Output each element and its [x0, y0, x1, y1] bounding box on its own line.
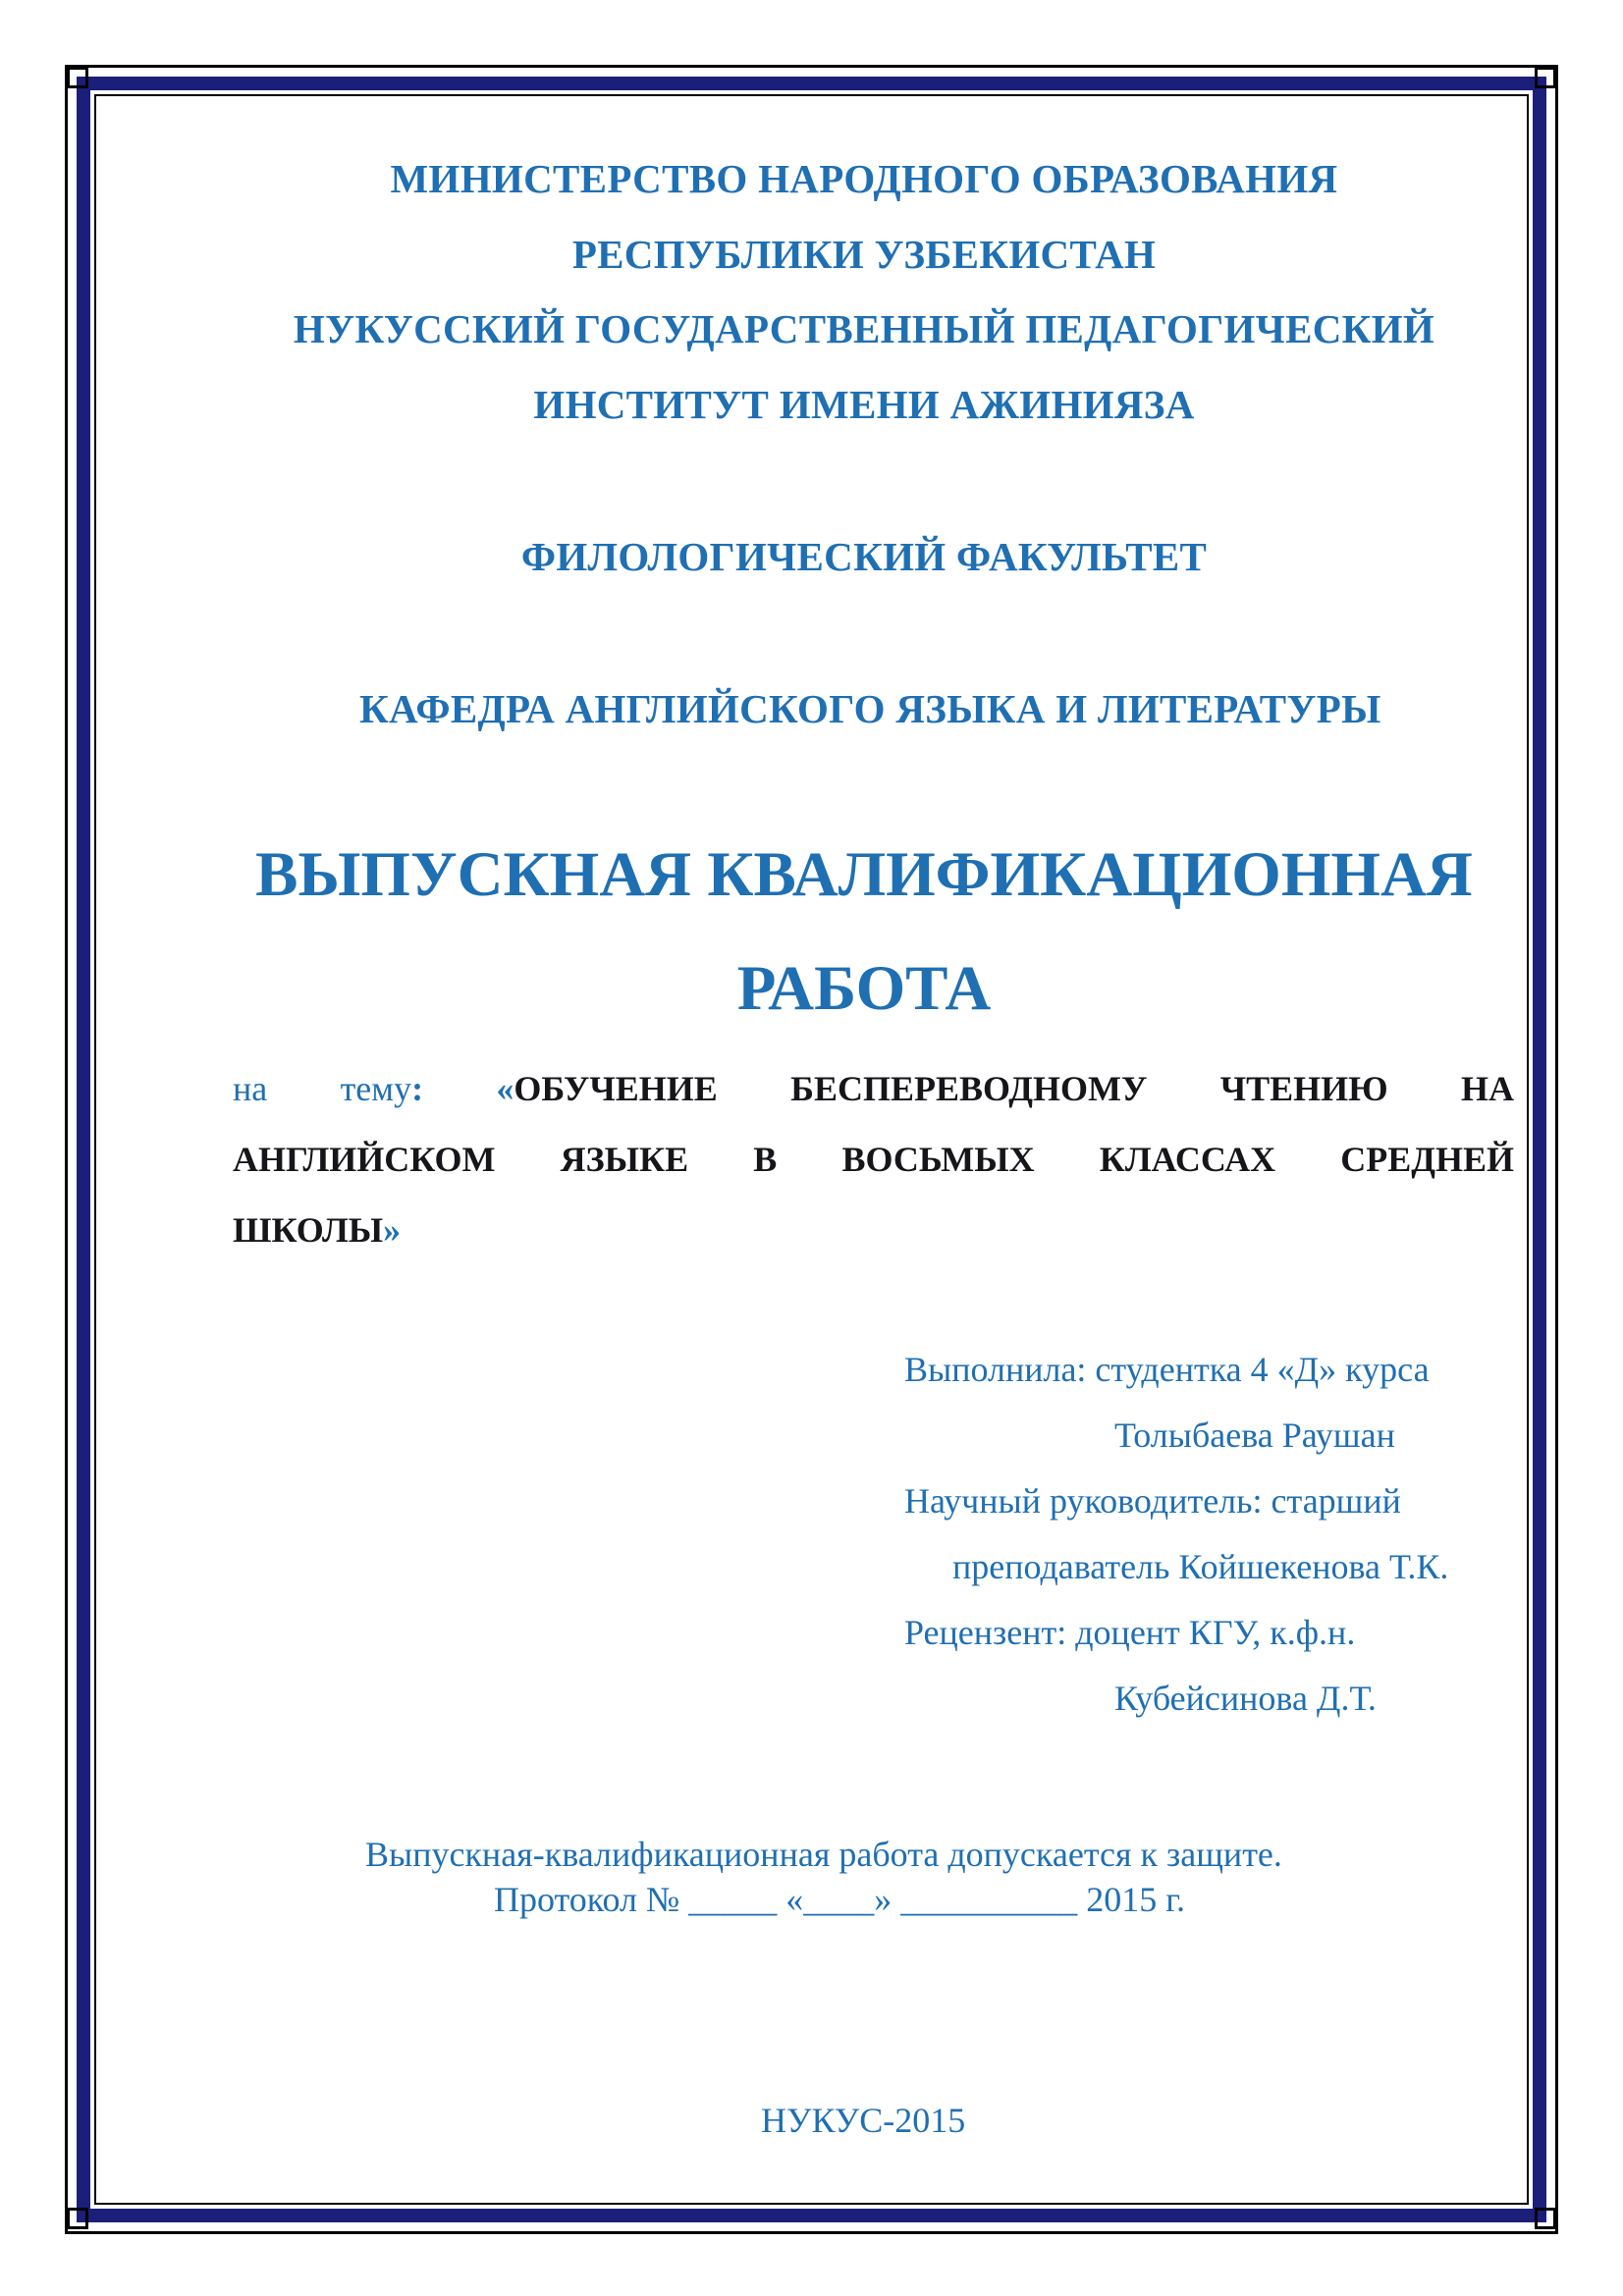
admission-statement: Выпускная-квалификационная работа допускается к защите. [365, 1835, 1282, 1874]
reviewer-line: Рецензент: доцент КГУ, к.ф.н. [904, 1613, 1356, 1652]
border-corner-ornament [1535, 67, 1556, 88]
border-corner-ornament [67, 2208, 88, 2229]
institute-name-line: ИНСТИТУТ ИМЕНИ АЖИНИЯЗА [533, 382, 1195, 427]
ministry-line: МИНИСТЕРСТВО НАРОДНОГО ОБРАЗОВАНИЯ [390, 156, 1338, 201]
topic-word: БЕСПЕРЕВОДНОМУ [790, 1069, 1148, 1108]
topic-word: КЛАССАХ [1099, 1140, 1276, 1179]
topic-word: «ОБУЧЕНИЕ [496, 1069, 718, 1108]
faculty-heading: ФИЛОЛОГИЧЕСКИЙ ФАКУЛЬТЕТ [520, 534, 1208, 579]
topic-word: ЧТЕНИЮ [1219, 1069, 1388, 1108]
border-corner-ornament [67, 67, 88, 88]
topic-prefix: на [233, 1069, 268, 1108]
topic-word: ЯЗЫКЕ [560, 1140, 689, 1179]
border-corner-ornament [1535, 2208, 1556, 2229]
topic-word: ВОСЬМЫХ [841, 1140, 1035, 1179]
reviewer-name: Кубейсинова Д.Т. [1114, 1679, 1377, 1718]
document-title-line2: РАБОТА [736, 953, 992, 1024]
topic-word: СРЕДНЕЙ [1340, 1140, 1515, 1179]
topic-close-quote: » [383, 1210, 402, 1250]
city-year: НУКУС-2015 [761, 2101, 966, 2140]
topic-word: НА [1461, 1069, 1514, 1108]
institute-line: НУКУССКИЙ ГОСУДАРСТВЕННЫЙ ПЕДАГОГИЧЕСКИЙ [293, 306, 1435, 351]
republic-line: РЕСПУБЛИКИ УЗБЕКИСТАН [571, 232, 1157, 277]
topic-prefix: тему: [340, 1069, 424, 1108]
topic-line-3 [233, 1209, 1514, 1251]
supervisor-line: Научный руководитель: старший [904, 1481, 1401, 1521]
department-heading: КАФЕДРА АНГЛИЙСКОГО ЯЗЫКА И ЛИТЕРАТУРЫ [359, 686, 1381, 731]
topic-word: ШКОЛЫ [233, 1210, 384, 1250]
topic-line-1 [233, 1068, 1514, 1109]
author-line: Выполнила: студентка 4 «Д» курса [904, 1350, 1430, 1389]
protocol-line: Протокол № _____ «____» __________ 2015 г. [494, 1880, 1185, 1919]
document-title: ВЫПУСКНАЯ КВАЛИФИКАЦИОННАЯ [255, 839, 1473, 910]
author-name: Толыбаева Раушан [1114, 1415, 1395, 1455]
topic-word: В [753, 1140, 778, 1179]
topic-word: АНГЛИЙСКОМ [233, 1140, 496, 1179]
supervisor-name: преподаватель Койшекенова Т.К. [952, 1547, 1449, 1586]
topic-line-2 [233, 1139, 1514, 1180]
